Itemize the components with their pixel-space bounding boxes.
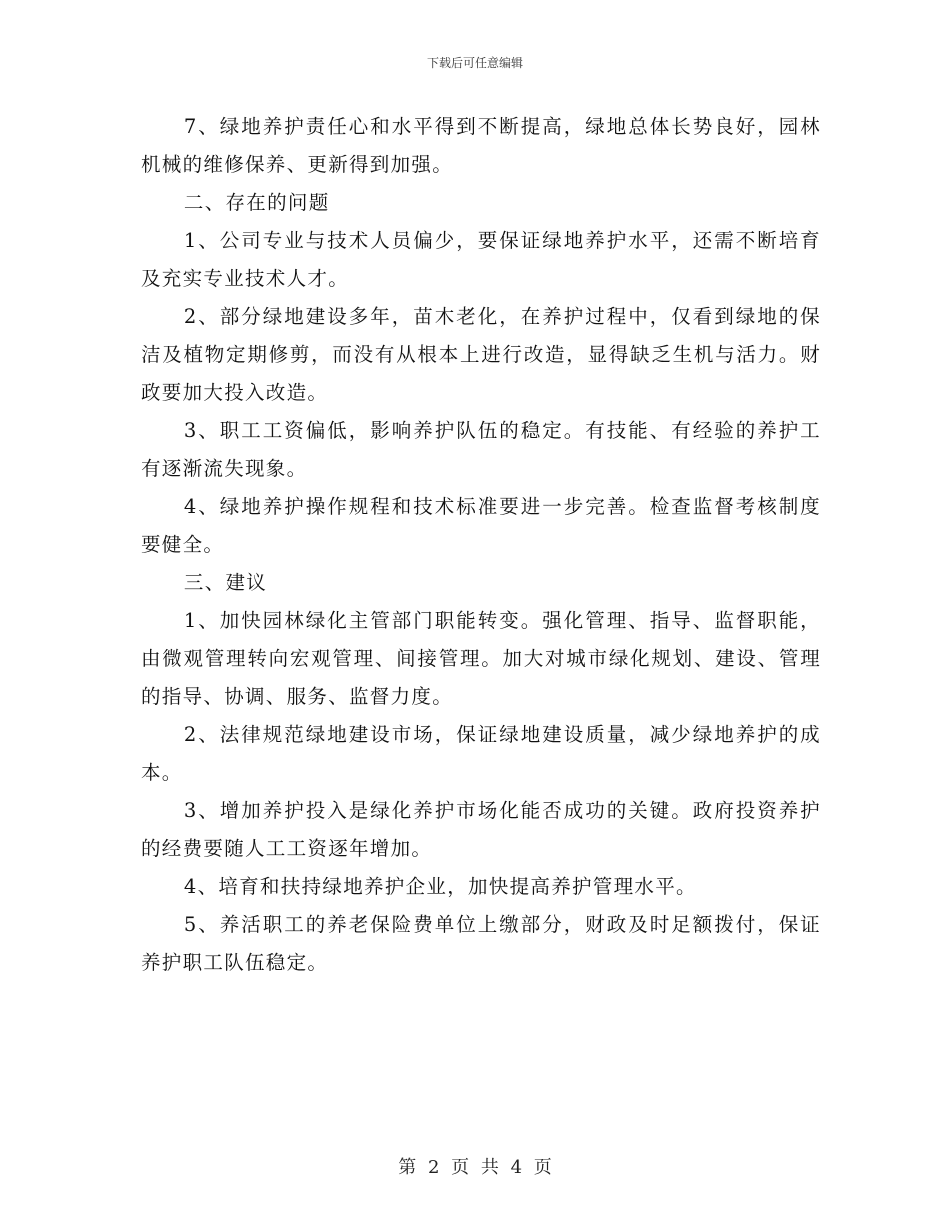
paragraph-2: 1、公司专业与技术人员偏少，要保证绿地养护水平，还需不断培育及充实专业技术人才。 — [141, 229, 821, 290]
paragraph-4: 3、职工工资偏低，影响养护队伍的稳定。有技能、有经验的养护工有逐渐流失现象。 — [141, 419, 821, 480]
paragraph-6: 1、加快园林绿化主管部门职能转变。强化管理、指导、监督职能，由微观管理转向宏观管理、间接管理。加大对城市绿化规划、建设、管理的指导、协调、服务、监督力度。 — [141, 609, 821, 708]
paragraph-10: 5、养活职工的养老保险费单位上缴部分，财政及时足额拨付，保证养护职工队伍稳定。 — [141, 913, 821, 974]
section-heading-problems: 二、存在的问题 — [183, 191, 330, 214]
document-body — [141, 108, 821, 982]
paragraph-8: 3、增加养护投入是绿化养护市场化能否成功的关键。政府投资养护的经费要随人工工资逐年增加。 — [141, 799, 821, 860]
paragraph-9: 4、培育和扶持绿地养护企业，加快提高养护管理水平。 — [183, 875, 697, 898]
page-number: 第 2 页 共 4 页 — [398, 1157, 552, 1178]
page-header: 下载后可任意编辑 — [426, 56, 523, 70]
paragraph-5: 4、绿地养护操作规程和技术标准要进一步完善。检查监督考核制度要健全。 — [141, 495, 821, 556]
paragraph-1: 7、绿地养护责任心和水平得到不断提高，绿地总体长势良好，园林机械的维修保养、更新得到加强。 — [141, 115, 821, 176]
paragraph-7: 2、法律规范绿地建设市场，保证绿地建设质量，减少绿地养护的成本。 — [141, 723, 821, 784]
section-heading-suggestions: 三、建议 — [183, 571, 268, 594]
paragraph-3: 2、部分绿地建设多年，苗木老化，在养护过程中，仅看到绿地的保洁及植物定期修剪，而没有从根本上进行改造，显得缺乏生机与活力。财政要加大投入改造。 — [141, 305, 821, 404]
